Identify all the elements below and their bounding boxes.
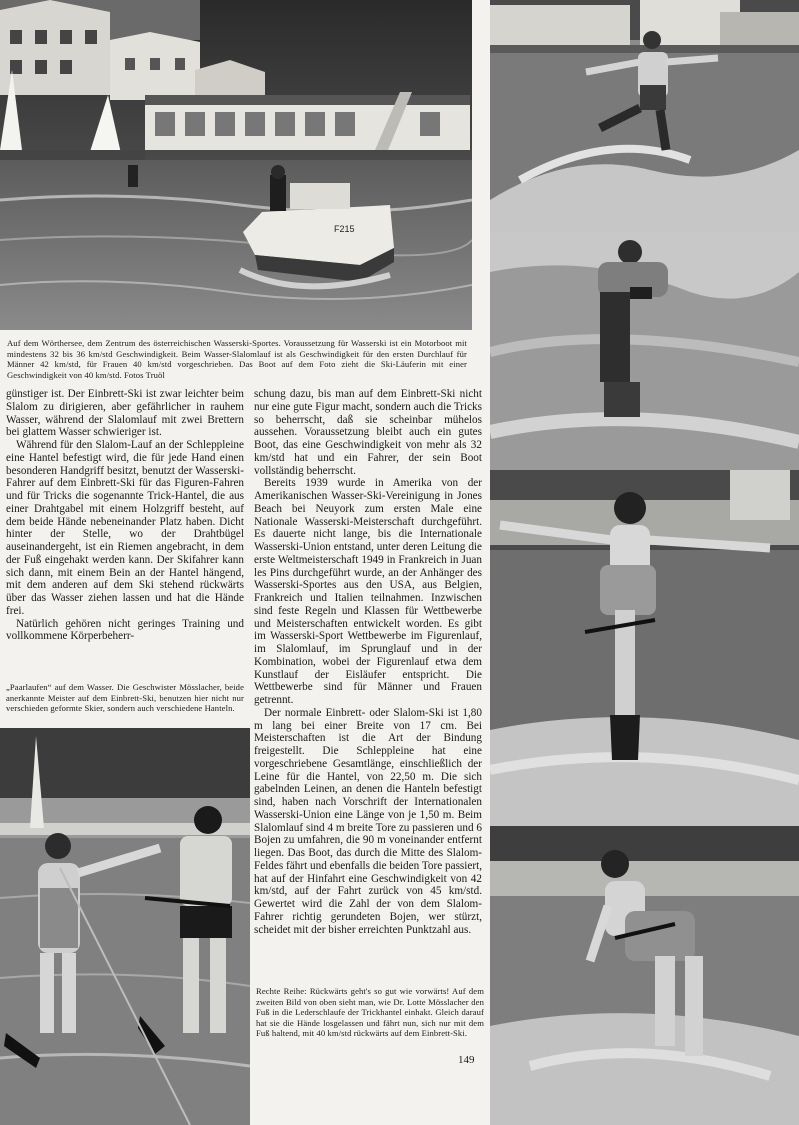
caption-lake: Auf dem Wörthersee, dem Zentrum des österreichischen Wasserski-Sportes. Voraussetzung für Wasserski ist ein Motorboot mit mindestens 32 bis 36 km/std Geschwindigkeit. Beim Wasser-Slalomlauf ist als Geschwindigkeit für den ersten Durchlauf für Männer 42 km/std, für Frauen 40 km/std vorgeschrieben. Das Boot auf dem Foto zieht die Ski-Läuferin mit einer Geschwindigkeit von 40 km/std. Fotos Truöl — [7, 338, 467, 380]
photo-pair-skiing — [0, 728, 250, 1125]
text-column-2 — [254, 388, 482, 936]
paragraph: Bereits 1939 wurde in Amerika von der Amerikanischen Wasser-Ski-Vereinigung in Jones Beach bei Neuyork zum ersten Male eine Nationale Wasserski-Meisterschaft durchgeführt. Es dauerte nicht lange, bis die Internationale Wasserski-Union entstand, unter deren Leitung die erste Weltmeisterschaft 1949 in Frankreich in Juan les Pins durchgeführt wurde, an der Anhänger des Wasserski-Sportes aus den USA, aus Belgien, Frankreich und Italien teilnahmen. Inzwischen sind feste Regeln und Klassen für Wettbewerbe und Meisterschaften entwickelt worden. Es gibt im Wasserski-Sport Wettbewerbe im Figurenlauf, im Slalomlauf, im Sprunglauf und in der Kombination, wobei der Figurenlauf etwa dem Kunstlauf der Eisläufer entspricht. Die Wettbewerbe sind für Männer und Frauen getrennt. — [254, 477, 482, 706]
paragraph: Während für den Slalom-Lauf an der Schleppleine eine Hantel befestigt wird, die für jede Hand einen besonderen Handgriff besitzt, benutzt der Wasserski-Fahrer auf dem Einbrett-Ski für das Figuren-Fahren und für Tricks die sogenannte Trick-Hantel, die aus einer Drahtgabel mit einem Holzgriff besteht, auf dem beide Hände nebeneinander Platz haben. Dicht hinter der Stelle, wo der Drahtbügel auseinandergeht, ist ein Riemen angebracht, in dem der Fuß eingehakt werden kann. Der Skifahrer kann sich dann, mit einem Bein an der Hantel hängend, mit dem anderen auf dem Ski stehend rückwärts über das Wasser ziehen lassen und hat die Hände frei. — [6, 439, 244, 617]
boat-registration: F215 — [334, 224, 355, 234]
caption-right-row: Rechte Reihe: Rückwärts geht's so gut wie vorwärts! Auf dem zweiten Bild von oben sieht man, wie Dr. Lotte Mösslacher den Fuß in die Lederschlaufe der Trickhantel einhakt. Gleich darauf hat sie die Hände losgelassen und fährt nun, sich nur mit dem Fuß haltend, mit 40 km/std rückwärts auf dem Einbrett-Ski. — [256, 986, 484, 1039]
paragraph: günstiger ist. Der Einbrett-Ski ist zwar leichter beim Slalom zu dirigieren, aber gefährlicher in rauhem Wasser, während der Slalomlauf mit zwei Brettern bei glattem Wasser schwieriger ist. — [6, 388, 244, 439]
photo-lake-boat — [0, 0, 472, 330]
photo-right-2 — [490, 232, 799, 470]
paragraph: schung dazu, bis man auf dem Einbrett-Ski nicht nur eine gute Figur macht, sondern auch die Tricks so beherrscht, daß sie scheinbar mühelos aussehen. Voraussetzung bleibt auch ein gutes Boot, das eine Geschwindigkeit von mehr als 32 km/std hat und ein Fahrer, der sein Boot vollständig beherrscht. — [254, 388, 482, 477]
paragraph: Natürlich gehören nicht geringes Training und vollkommene Körperbeherr- — [6, 617, 244, 643]
photo-right-1 — [490, 0, 799, 232]
text-column-1 — [6, 388, 244, 643]
caption-pair: „Paarlaufen“ auf dem Wasser. Die Geschwister Mösslacher, beide anerkannte Meister auf dem Einbrett-Ski, benutzen hier nicht nur verschieden geformte Skier, sondern auch verschiedene Hanteln. — [6, 682, 244, 714]
photo-right-4 — [490, 826, 799, 1125]
paragraph: Der normale Einbrett- oder Slalom-Ski ist 1,80 m lang bei einer Breite von 17 cm. Bei Meisterschaften ist die Art der Bindung freigestellt. Die Schleppleine hat eine vorgeschriebene Gesamtlänge, einschließlich der Leine für die Hantel, von 22,50 m. Die sich gabelnden Leinen, an denen die Hanteln befestigt sind, haben nach Vorschrift der Internationalen Wasserski-Union eine Länge von je 1,50 m. Beim Slalomlauf sind 4 m breite Tore zu passieren und 6 Bojen zu umfahren, die 90 m voneinander entfernt liegen. Das Boot, das durch die Mitte des Slalom-Feldes fährt und ebenfalls die beiden Tore passiert, hat auf der Hinfahrt eine Geschwindigkeit von 42 km/std, auf der Fahrt zurück von 45 km/std. Gewertet wird die Zahl der von dem Slalom-Fahrer richtig gerundeten Bojen, wer stürzt, scheidet mit der bisher erreichten Punktzahl aus. — [254, 706, 482, 936]
photo-right-3 — [490, 470, 799, 826]
page-number: 149 — [458, 1054, 475, 1066]
